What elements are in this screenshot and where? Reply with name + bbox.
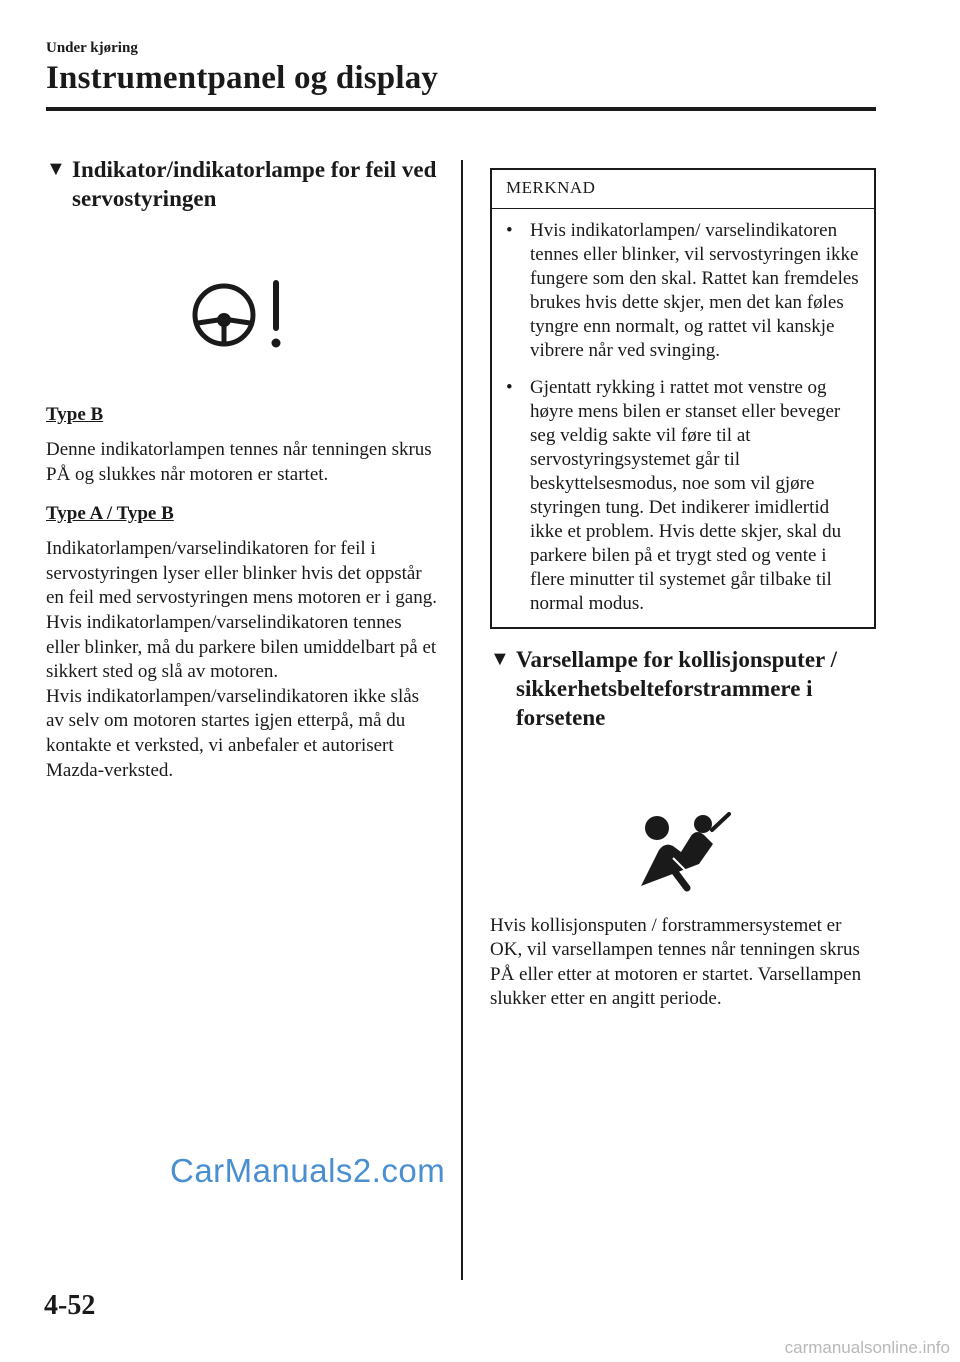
paragraph-warning-action: Hvis indikatorlampen/varselindikatoren tennes eller blinker, må du parkere bilen umiddelbart på et sikkert sted og slå av motoren. [46, 611, 437, 683]
note-box [490, 168, 876, 629]
bullet-dot-icon: • [506, 220, 513, 241]
airbag-warning-icon [490, 810, 876, 894]
airbag-heading [490, 645, 876, 732]
servo-heading-text: Indikator/indikatorlampe for feil ved servostyringen [72, 157, 437, 211]
subheading-type-a-b: Type A / Type B [46, 503, 174, 525]
page-number: 4-52 [44, 1290, 96, 1321]
title-rule [46, 107, 876, 111]
section-label: Under kjøring [46, 40, 138, 56]
steering-warning-icon [46, 278, 438, 360]
watermark-footer: carmanualsonline.info [784, 1338, 950, 1357]
right-column [490, 168, 876, 1012]
paragraph-type-b: Denne indikatorlampen tennes når tenningen skrus PÅ og slukkes når motoren er startet. [46, 439, 432, 485]
bullet-dot-icon: • [506, 376, 513, 398]
airbag-heading-text: Varsellampe for kollisjonsputer / sikkerhetsbelteforstrammere i forsetene [516, 646, 837, 730]
column-divider [461, 160, 463, 1280]
subheading-type-b: Type B [46, 404, 104, 425]
left-column [46, 155, 438, 783]
note-bullet [506, 376, 860, 617]
triangle-marker-icon: ▼ [46, 158, 66, 180]
note-body [492, 209, 874, 627]
note-title: MERKNAD [506, 178, 596, 197]
note-bullet [506, 219, 860, 364]
servo-heading [46, 155, 438, 213]
triangle-marker-icon: ▼ [490, 647, 510, 670]
watermark-logo: CarManuals2.com [170, 1152, 446, 1189]
note-bullet-text: Hvis indikatorlampen/ varselindikatoren tennes eller blinker, vil servostyringen ikke fungere som den skal. Rattet kan fremdeles brukes hvis dette skjer, men det kan føles tyngre enn normalt, og rattet vil kanskje vibrere når ved svinging. [530, 220, 859, 362]
paragraph-airbag: Hvis kollisjonsputen / forstrammersystemet er OK, vil varsellampen tennes når tenningen skrus PÅ eller etter at motoren er startet. Varsellampen slukker etter en angitt periode. [490, 914, 862, 1010]
page-title: Instrumentpanel og display [46, 60, 439, 96]
paragraph-type-a-b: Indikatorlampen/varselindikatoren for feil i servostyringen lyser eller blinker hvis det oppstår en feil med servostyringen mens motoren er i gang. [46, 538, 437, 609]
paragraph-contact-workshop: Hvis indikatorlampen/varselindikatoren ikke slås av selv om motoren startes igjen etterpå, må du kontakte et verksted, vi anbefaler et autorisert Mazda-verksted. [46, 685, 420, 781]
note-bullet-text: Gjentatt rykking i rattet mot venstre og høyre mens bilen er stanset eller beveger seg veldig sakte vil føre til at servostyringsystemet går til beskyttelsesmodus, noe som vil gjøre styringen tung. Det indikerer imidlertid ikke et problem. Hvis dette skjer, skal du parkere bilen på et trygt sted og vente i flere minutter til systemet går tilbake til normal modus. [530, 376, 842, 615]
